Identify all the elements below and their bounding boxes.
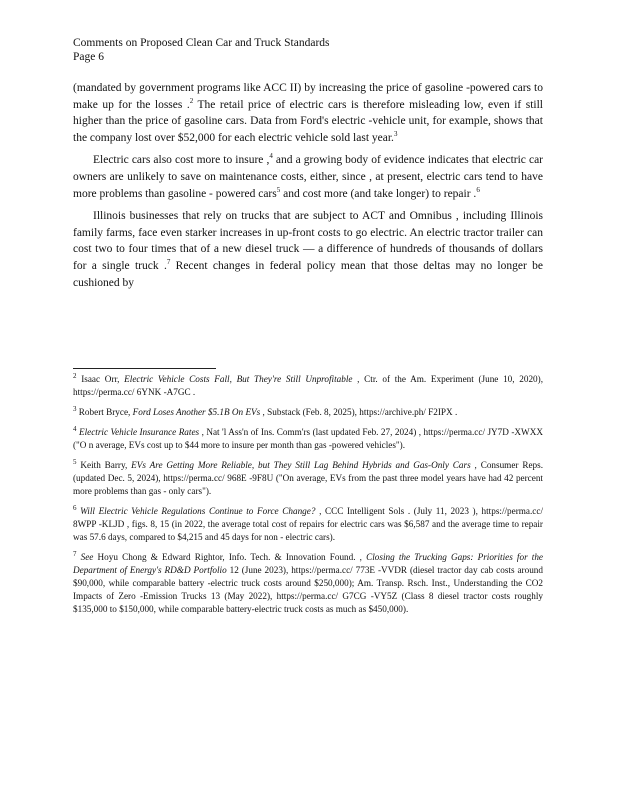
footnote xyxy=(73,426,543,452)
footnote-text: , Consumer Reps. (updated Dec. 5, 2024), https://perma.cc/ 968E -9F8U ("On average, EVs from the past three model years have had 42 percent more problems than gas - only cars"). xyxy=(73,460,544,496)
page-number: Page 6 xyxy=(73,51,104,63)
footnote-text: , CCC Intelligent Sols . (July 11, 2023 ), https://perma.cc/ 8WPP -KLJD , figs. 8, 15 (in 2022, the average total cost of repairs for electric cars was $6,587 and the average time to repair was 57.6 days, compared to $4,215 and 45 days for non - electric cars). xyxy=(73,506,544,542)
footnote-number: 3 xyxy=(73,404,77,413)
paragraph-text: Recent changes in federal policy mean that those deltas may no longer be cushioned by xyxy=(73,259,543,289)
footnote-ref: 3 xyxy=(393,129,398,138)
footnote-text: , Substack (Feb. 8, 2025), https://archive.ph/ F2IPX . xyxy=(260,407,458,417)
footnote-divider xyxy=(73,368,216,369)
footnote-text: , Ctr. of the Am. Experiment (June 10, 2020), https://perma.cc/ 6YNK -A7GC . xyxy=(73,374,543,397)
footnote-number: 2 xyxy=(73,371,77,380)
page-header xyxy=(73,36,330,64)
footnote-signal: See xyxy=(80,552,94,562)
paragraph-text: and a growing body of evidence indicates that electric car owners are unlikely to save on maintenance costs, either, since , at present, electric cars tend to have more problems than gasoline - powered cars xyxy=(73,154,544,200)
footnote-number: 6 xyxy=(73,503,77,512)
paragraph-text: Electric cars also cost more to insure , xyxy=(93,154,270,167)
paragraph-text: Illinois businesses that rely on trucks that are subject to ACT and Omnibus , including Illinois family farms, face even starker increases in up-front costs to go electric. An electric tractor trailer can cost two to four times that of a new diesel truck — a difference of hundreds of thousands of dollars for a single truck . xyxy=(73,210,543,272)
footnote-title: Will Electric Vehicle Regulations Continue to Force Change? xyxy=(80,506,316,516)
body-text xyxy=(73,80,543,297)
footnote-ref: 7 xyxy=(166,258,171,267)
footnote-number: 5 xyxy=(73,457,77,466)
document-title: Comments on Proposed Clean Car and Truck Standards xyxy=(73,37,330,49)
paragraph-text: The retail price of electric cars is therefore misleading low, even if still higher than the price of gasoline cars. Data from Ford's electric -vehicle unit, for example, shows that the company lost over $52,000 for each electric vehicle sold last year. xyxy=(73,98,543,144)
footnote-text: Hoyu Chong & Edward Rightor, Info. Tech. & Innovation Found. , xyxy=(93,552,367,562)
footnote-ref: 5 xyxy=(276,185,281,194)
footnote xyxy=(73,505,543,544)
footnote-ref: 6 xyxy=(476,185,480,194)
footnote-title: Ford Loses Another $5.1B On EVs xyxy=(132,407,261,417)
paragraph-text: (mandated by government programs like ACC II) by increasing the price of gasoline -powered cars to make up for the losses . xyxy=(73,82,543,111)
footnotes xyxy=(73,373,543,623)
footnote-number: 4 xyxy=(73,424,77,433)
footnote-title: EVs Are Getting More Reliable, but They Still Lag Behind Hybrids and Gas-Only Cars xyxy=(131,460,471,470)
footnote-number: 7 xyxy=(73,549,77,558)
footnote-ref: 2 xyxy=(189,96,194,105)
footnote-text: Robert Bryce, xyxy=(78,407,133,417)
paragraph-text: and cost more (and take longer) to repair . xyxy=(280,187,477,200)
footnote-ref: 4 xyxy=(269,152,273,161)
footnote xyxy=(73,373,543,399)
paragraph xyxy=(73,208,543,291)
paragraph xyxy=(73,152,543,202)
footnote xyxy=(73,459,543,498)
footnote-text: , Nat 'l Ass'n of Ins. Comm'rs (last updated Feb. 27, 2024) , https://perma.cc/ JY7D -XWXX ("O n average, EVs cost up to $44 more to insure per month than gas -powered vehicles"). xyxy=(73,427,543,450)
footnote-text: 12 (June 2023), https://perma.cc/ 773E -VVDR (diesel tractor day cab costs around $90,000, while comparable battery -electric truck costs around $250,000); Am. Transp. Rsch. Inst., Understanding the CO2 Impacts of Zero -Emission Trucks 13 (May 2022), https://perma.cc/ G7CG -VY5Z (Class 8 diesel tractor costs roughly $135,000 to $150,000, while comparable battery-electric truck costs as much as $450,000). xyxy=(73,565,543,614)
footnote-title: Electric Vehicle Costs Fall, But They're Still Unprofitable xyxy=(124,374,353,384)
footnote xyxy=(73,406,543,419)
footnote-title: Electric Vehicle Insurance Rates xyxy=(78,427,200,437)
paragraph xyxy=(73,80,543,146)
footnote-text: Keith Barry, xyxy=(80,460,132,470)
footnote-text: Isaac Orr, xyxy=(81,374,125,384)
footnote-title: Closing the Trucking Gaps: Priorities for the Department of Energy's RD&D Portfolio xyxy=(73,552,544,575)
footnote xyxy=(73,551,543,616)
